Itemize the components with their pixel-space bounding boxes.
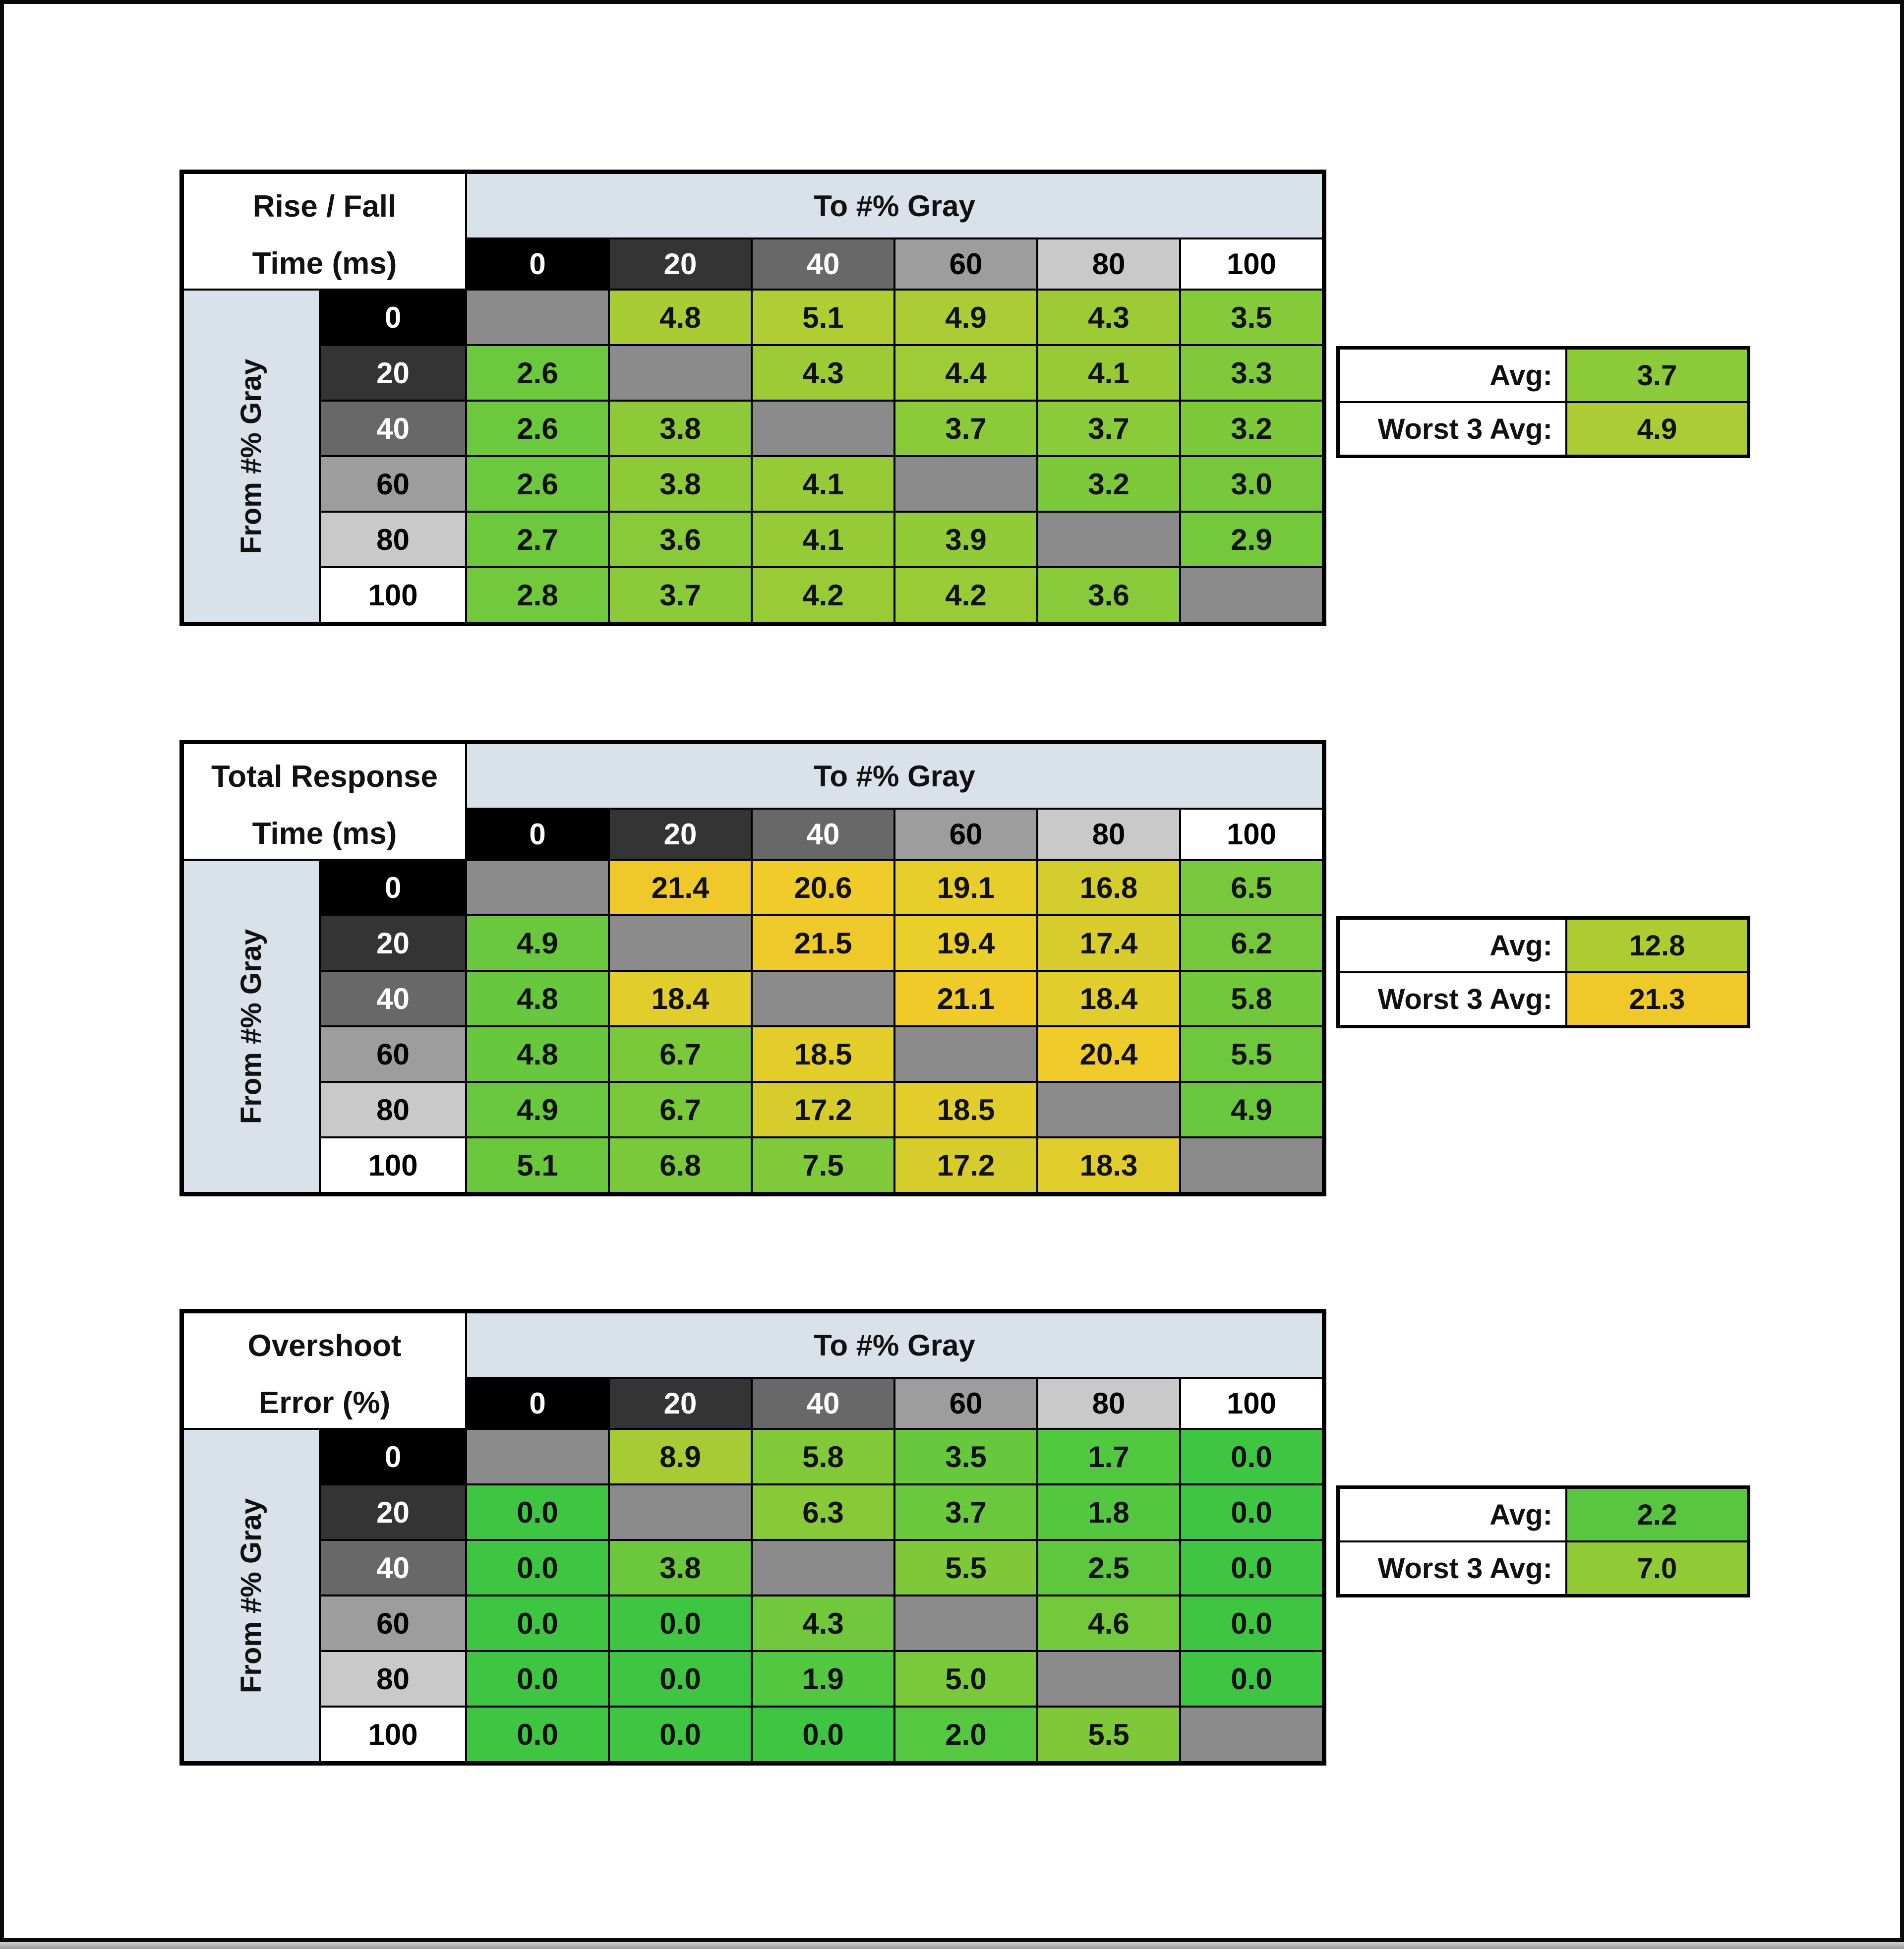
data-cell: 2.8 <box>467 568 608 622</box>
window-bottom-edge <box>0 1942 1904 1949</box>
from-gray-label <box>184 1430 319 1761</box>
table-title-line1: Overshoot <box>247 1328 402 1363</box>
row-header-cell: 60 <box>321 1027 465 1081</box>
data-cell: 3.8 <box>610 402 751 455</box>
data-cell: 3.8 <box>610 457 751 511</box>
worst3-label: Worst 3 Avg: <box>1340 1542 1565 1594</box>
data-cell: 4.2 <box>753 568 893 622</box>
data-cell: 0.0 <box>753 1708 893 1761</box>
data-cell: 7.5 <box>753 1138 893 1192</box>
total-response-table <box>179 740 1326 1196</box>
table-title <box>184 174 465 289</box>
worst3-value: 7.0 <box>1567 1542 1747 1594</box>
data-cell: 6.7 <box>610 1027 751 1081</box>
data-cell: 6.5 <box>1181 861 1322 914</box>
rise-fall-summary-box <box>1336 346 1750 458</box>
data-cell: 20.4 <box>1038 1027 1179 1081</box>
data-cell: 21.5 <box>753 916 893 970</box>
data-cell: 3.7 <box>610 568 751 622</box>
data-cell: 6.3 <box>753 1485 893 1539</box>
data-cell: 18.4 <box>1038 972 1179 1025</box>
worst3-label: Worst 3 Avg: <box>1340 403 1565 455</box>
data-cell: 4.9 <box>467 916 608 970</box>
col-header-cell: 40 <box>753 810 893 859</box>
table-title <box>184 1313 465 1428</box>
data-cell: 5.8 <box>753 1430 893 1483</box>
row-header-cell: 40 <box>321 972 465 1025</box>
data-cell: 0.0 <box>610 1652 751 1706</box>
data-cell: 17.2 <box>753 1083 893 1136</box>
data-cell: 0.0 <box>1181 1596 1322 1650</box>
data-cell: 18.3 <box>1038 1138 1179 1192</box>
diagonal-cell <box>1038 1652 1179 1706</box>
data-cell: 5.5 <box>1038 1708 1179 1761</box>
data-cell: 2.6 <box>467 457 608 511</box>
data-cell: 0.0 <box>1181 1541 1322 1595</box>
data-cell: 3.7 <box>895 1485 1036 1539</box>
row-header-cell: 0 <box>321 291 465 344</box>
row-header-cell: 0 <box>321 1430 465 1483</box>
to-gray-header: To #% Gray <box>467 744 1322 808</box>
data-cell: 20.6 <box>753 861 893 914</box>
diagonal-cell <box>467 1430 608 1483</box>
diagonal-cell <box>610 1485 751 1539</box>
table-title-line1: Total Response <box>211 759 438 794</box>
data-cell: 3.0 <box>1181 457 1322 511</box>
diagonal-cell <box>895 457 1036 511</box>
data-cell: 6.8 <box>610 1138 751 1192</box>
data-cell: 3.9 <box>895 513 1036 566</box>
row-header-cell: 100 <box>321 1138 465 1192</box>
overshoot-summary-box <box>1336 1485 1750 1597</box>
data-cell: 5.8 <box>1181 972 1322 1025</box>
total-response-heatmap-grid <box>179 740 1326 1196</box>
from-gray-label-text: From #% Gray <box>235 358 268 554</box>
row-header-cell: 100 <box>321 1708 465 1761</box>
overshoot-table <box>179 1309 1326 1766</box>
data-cell: 4.6 <box>1038 1596 1179 1650</box>
avg-value: 2.2 <box>1567 1489 1747 1540</box>
data-cell: 19.4 <box>895 916 1036 970</box>
overshoot-heatmap-grid <box>179 1309 1326 1766</box>
diagonal-cell <box>467 291 608 344</box>
col-header-cell: 80 <box>1038 1379 1179 1428</box>
data-cell: 2.9 <box>1181 513 1322 566</box>
data-cell: 1.8 <box>1038 1485 1179 1539</box>
diagonal-cell <box>1038 513 1179 566</box>
data-cell: 2.6 <box>467 346 608 400</box>
data-cell: 17.4 <box>1038 916 1179 970</box>
col-header-cell: 20 <box>610 239 751 289</box>
data-cell: 5.0 <box>895 1652 1036 1706</box>
data-cell: 4.3 <box>753 346 893 400</box>
data-cell: 6.2 <box>1181 916 1322 970</box>
data-cell: 5.1 <box>753 291 893 344</box>
row-header-cell: 80 <box>321 1652 465 1706</box>
data-cell: 3.2 <box>1181 402 1322 455</box>
row-header-cell: 0 <box>321 861 465 914</box>
col-header-cell: 40 <box>753 1379 893 1428</box>
diagonal-cell <box>467 861 608 914</box>
data-cell: 0.0 <box>467 1596 608 1650</box>
data-cell: 0.0 <box>1181 1652 1322 1706</box>
row-header-cell: 20 <box>321 1485 465 1539</box>
diagonal-cell <box>753 1541 893 1595</box>
data-cell: 3.2 <box>1038 457 1179 511</box>
data-cell: 3.7 <box>895 402 1036 455</box>
diagonal-cell <box>610 916 751 970</box>
col-header-cell: 60 <box>895 810 1036 859</box>
data-cell: 18.5 <box>895 1083 1036 1136</box>
rise-fall-heatmap-grid <box>179 170 1326 626</box>
to-gray-header: To #% Gray <box>467 1313 1322 1377</box>
col-header-cell: 100 <box>1181 1379 1322 1428</box>
data-cell: 5.1 <box>467 1138 608 1192</box>
data-cell: 5.5 <box>1181 1027 1322 1081</box>
rise-fall-table <box>179 170 1326 626</box>
data-cell: 4.1 <box>1038 346 1179 400</box>
data-cell: 0.0 <box>467 1652 608 1706</box>
col-header-cell: 20 <box>610 1379 751 1428</box>
data-cell: 3.5 <box>895 1430 1036 1483</box>
col-header-cell: 0 <box>467 1379 608 1428</box>
diagonal-cell <box>753 402 893 455</box>
data-cell: 0.0 <box>610 1596 751 1650</box>
row-header-cell: 20 <box>321 346 465 400</box>
row-header-cell: 80 <box>321 513 465 566</box>
from-gray-label <box>184 291 319 622</box>
avg-label: Avg: <box>1340 350 1565 401</box>
avg-label: Avg: <box>1340 1489 1565 1540</box>
col-header-cell: 100 <box>1181 810 1322 859</box>
data-cell: 4.3 <box>1038 291 1179 344</box>
data-cell: 0.0 <box>467 1541 608 1595</box>
col-header-cell: 40 <box>753 239 893 289</box>
data-cell: 4.9 <box>467 1083 608 1136</box>
data-cell: 21.1 <box>895 972 1036 1025</box>
diagonal-cell <box>1181 568 1322 622</box>
data-cell: 17.2 <box>895 1138 1036 1192</box>
data-cell: 0.0 <box>1181 1485 1322 1539</box>
table-title-line1: Rise / Fall <box>252 189 397 224</box>
from-gray-label-text: From #% Gray <box>235 929 268 1124</box>
row-header-cell: 80 <box>321 1083 465 1136</box>
data-cell: 3.3 <box>1181 346 1322 400</box>
data-cell: 3.6 <box>610 513 751 566</box>
row-header-cell: 60 <box>321 1596 465 1650</box>
data-cell: 5.5 <box>895 1541 1036 1595</box>
data-cell: 2.6 <box>467 402 608 455</box>
col-header-cell: 80 <box>1038 810 1179 859</box>
row-header-cell: 40 <box>321 402 465 455</box>
from-gray-label <box>184 861 319 1192</box>
worst3-value: 4.9 <box>1567 403 1747 455</box>
diagonal-cell <box>753 972 893 1025</box>
col-header-cell: 20 <box>610 810 751 859</box>
col-header-cell: 0 <box>467 810 608 859</box>
data-cell: 4.1 <box>753 513 893 566</box>
data-cell: 3.7 <box>1038 402 1179 455</box>
data-cell: 8.9 <box>610 1430 751 1483</box>
worst3-label: Worst 3 Avg: <box>1340 973 1565 1025</box>
data-cell: 0.0 <box>1181 1430 1322 1483</box>
total-response-summary-box <box>1336 916 1750 1028</box>
row-header-cell: 60 <box>321 457 465 511</box>
data-cell: 16.8 <box>1038 861 1179 914</box>
data-cell: 2.7 <box>467 513 608 566</box>
avg-value: 12.8 <box>1567 920 1747 971</box>
data-cell: 4.1 <box>753 457 893 511</box>
data-cell: 1.9 <box>753 1652 893 1706</box>
col-header-cell: 60 <box>895 1379 1036 1428</box>
col-header-cell: 60 <box>895 239 1036 289</box>
row-header-cell: 40 <box>321 1541 465 1595</box>
data-cell: 19.1 <box>895 861 1036 914</box>
diagonal-cell <box>1038 1083 1179 1136</box>
data-cell: 0.0 <box>610 1708 751 1761</box>
data-cell: 2.0 <box>895 1708 1036 1761</box>
data-cell: 4.8 <box>467 1027 608 1081</box>
avg-label: Avg: <box>1340 920 1565 971</box>
data-cell: 4.9 <box>895 291 1036 344</box>
from-gray-label-text: From #% Gray <box>235 1498 268 1693</box>
data-cell: 3.5 <box>1181 291 1322 344</box>
data-cell: 0.0 <box>467 1708 608 1761</box>
data-cell: 18.4 <box>610 972 751 1025</box>
worst3-value: 21.3 <box>1567 973 1747 1025</box>
data-cell: 21.4 <box>610 861 751 914</box>
data-cell: 4.2 <box>895 568 1036 622</box>
to-gray-header: To #% Gray <box>467 174 1322 237</box>
diagonal-cell <box>1181 1708 1322 1761</box>
col-header-cell: 80 <box>1038 239 1179 289</box>
data-cell: 4.8 <box>610 291 751 344</box>
col-header-cell: 0 <box>467 239 608 289</box>
data-cell: 4.3 <box>753 1596 893 1650</box>
data-cell: 3.6 <box>1038 568 1179 622</box>
row-header-cell: 100 <box>321 568 465 622</box>
diagonal-cell <box>1181 1138 1322 1192</box>
data-cell: 2.5 <box>1038 1541 1179 1595</box>
col-header-cell: 100 <box>1181 239 1322 289</box>
table-title-line2: Time (ms) <box>252 246 397 281</box>
data-cell: 6.7 <box>610 1083 751 1136</box>
table-title <box>184 744 465 859</box>
data-cell: 1.7 <box>1038 1430 1179 1483</box>
table-title-line2: Error (%) <box>258 1386 391 1420</box>
table-title-line2: Time (ms) <box>252 817 397 851</box>
diagonal-cell <box>895 1596 1036 1650</box>
diagonal-cell <box>610 346 751 400</box>
data-cell: 3.8 <box>610 1541 751 1595</box>
diagonal-cell <box>895 1027 1036 1081</box>
data-cell: 18.5 <box>753 1027 893 1081</box>
row-header-cell: 20 <box>321 916 465 970</box>
data-cell: 4.4 <box>895 346 1036 400</box>
avg-value: 3.7 <box>1567 350 1747 401</box>
data-cell: 4.9 <box>1181 1083 1322 1136</box>
data-cell: 4.8 <box>467 972 608 1025</box>
data-cell: 0.0 <box>467 1485 608 1539</box>
